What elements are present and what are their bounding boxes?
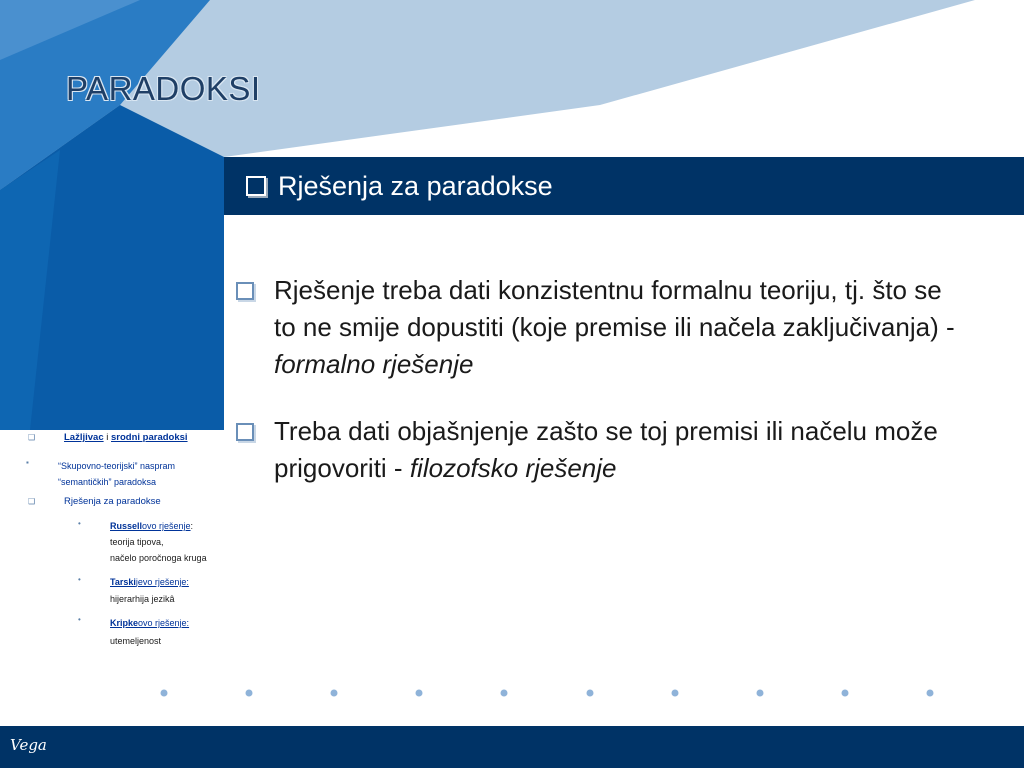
slide-content	[236, 272, 956, 517]
bullet-text: Treba dati objašnjenje zašto se toj premisi ili načelu može prigovoriti -	[274, 416, 938, 483]
toc-subitem[interactable]	[20, 574, 225, 614]
toc-link-solution[interactable]: jevo rješenje:	[135, 577, 189, 587]
checkbox-bullet-icon: ❑	[28, 497, 36, 506]
table-of-contents	[20, 432, 225, 650]
dot	[672, 690, 679, 697]
dot-bullet-icon: ▪	[26, 458, 29, 467]
dot	[842, 690, 849, 697]
checkbox-bullet-icon: ❑	[28, 433, 36, 442]
toc-text: načelo poročnoga kruga	[110, 553, 207, 563]
toc-item[interactable]	[20, 496, 225, 518]
toc-text: :	[190, 521, 194, 531]
bullet-italic: formalno rješenje	[274, 349, 474, 379]
footer-signature: Vega	[10, 736, 47, 754]
toc-link-liar[interactable]: Lažljivac	[64, 432, 104, 443]
bullet-item	[236, 413, 956, 487]
toc-subitem[interactable]	[20, 614, 225, 650]
toc-item	[20, 432, 225, 458]
dot-bullet-icon: •	[78, 575, 81, 584]
toc-text: teorija tipova,	[110, 537, 164, 547]
dot	[927, 690, 934, 697]
toc-link-kripke[interactable]: Kripke	[110, 618, 139, 628]
toc-link-russell[interactable]: Russell	[110, 521, 143, 531]
dot	[161, 690, 168, 697]
dot-bullet-icon: •	[78, 519, 81, 528]
toc-text: i	[103, 432, 111, 443]
section-title: Rješenja za paradokse	[278, 170, 553, 201]
toc-subitem[interactable]	[20, 518, 225, 574]
dot-bullet-icon: •	[78, 615, 81, 624]
bullet-text: Rješenje treba dati konzistentnu formalnu teoriju, tj. što se to ne smije dopustiti (koje premise ili načela zaključivanja) -	[274, 275, 955, 342]
checkbox-bullet-icon	[246, 176, 266, 196]
dot	[331, 690, 338, 697]
bullet-item	[236, 272, 956, 383]
toc-text: “Skupovno-teorijski” naspram	[58, 461, 176, 471]
toc-text: Rješenja za paradokse	[64, 496, 161, 507]
dot	[587, 690, 594, 697]
toc-link-solution[interactable]: ovo rješenje	[142, 521, 191, 531]
footer-bar	[0, 726, 1024, 768]
dot	[246, 690, 253, 697]
dot	[501, 690, 508, 697]
dot	[757, 690, 764, 697]
bullet-italic: filozofsko rješenje	[409, 453, 617, 483]
toc-link-solution[interactable]: ovo rješenje:	[138, 618, 190, 628]
slide-title: PARADOKSI	[66, 70, 261, 107]
dot	[416, 690, 423, 697]
checkbox-bullet-icon	[236, 282, 254, 300]
decorative-dots	[0, 687, 1024, 699]
toc-link-related[interactable]: srodni paradoksi	[111, 432, 188, 443]
toc-text: “semantičkih” paradoksa	[58, 477, 157, 487]
toc-text: utemeljenost	[110, 636, 162, 646]
section-header	[224, 157, 1024, 215]
toc-text: hijerarhija jezikâ	[110, 594, 175, 604]
toc-item[interactable]	[20, 458, 225, 496]
toc-link-tarski[interactable]: Tarski	[110, 577, 136, 587]
checkbox-bullet-icon	[236, 423, 254, 441]
